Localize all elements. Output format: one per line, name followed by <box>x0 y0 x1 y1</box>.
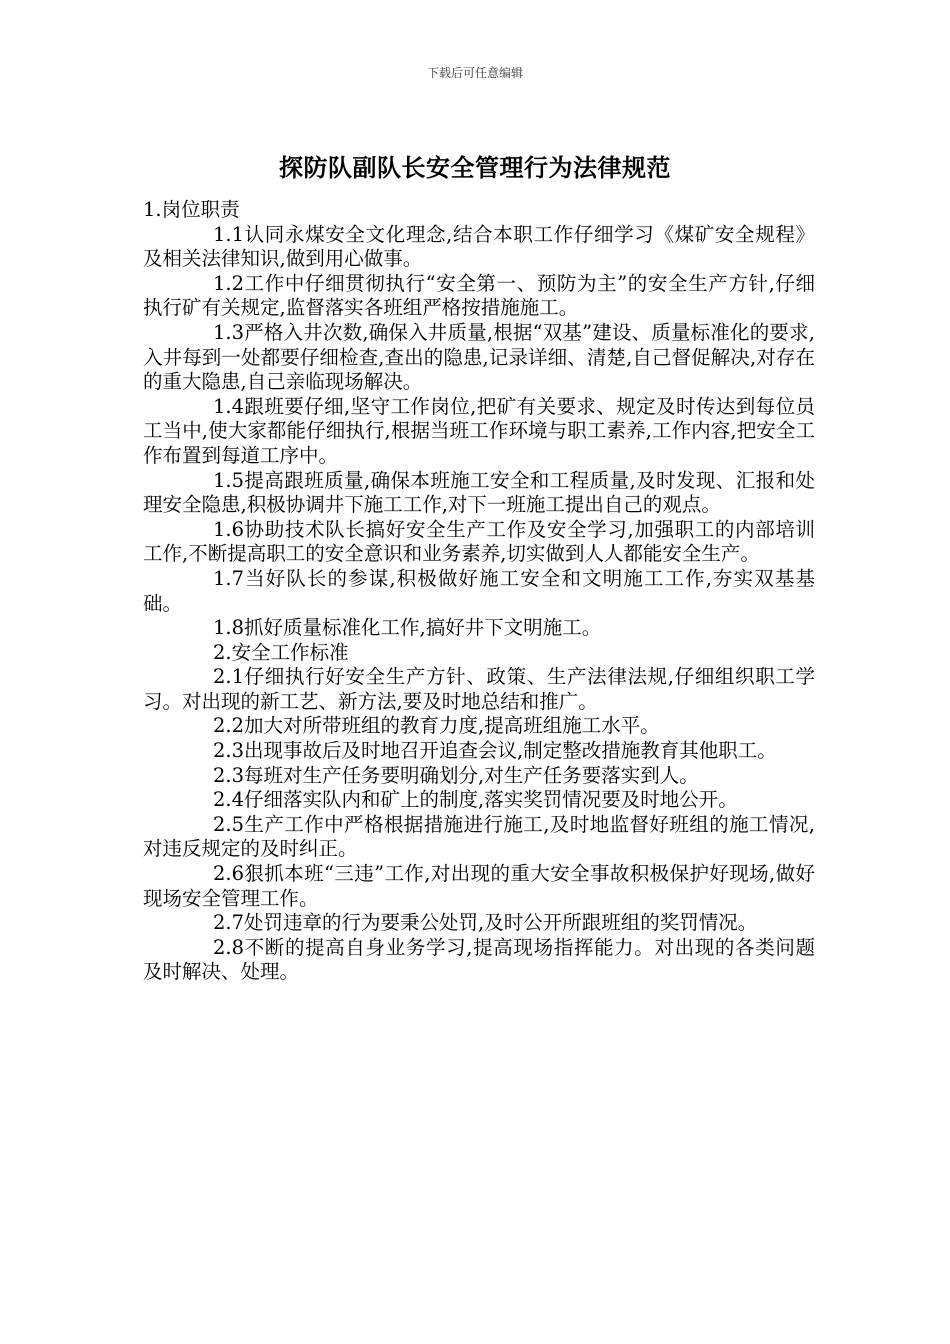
paragraph-1-8: 1.8抓好质量标准化工作,搞好井下文明施工。 <box>213 616 602 640</box>
paragraph-2-5: 2.5生产工作中严格根据措施进行施工,及时地监督好班组的施工情况,对违反规定的及时纠正。 <box>143 812 815 861</box>
paragraph-2-1: 2.1仔细执行好安全生产方针、政策、生产法律法规,仔细组织职工学习。对出现的新工艺、新方法,要及时地总结和推广。 <box>143 665 815 713</box>
paragraph-2-7: 2.7处罚违章的行为要秉公处罚,及时公开所跟班组的奖罚情况。 <box>213 911 758 935</box>
paragraph-1-2: 1.2工作中仔细贯彻执行“安全第一、预防为主”的安全生产方针,仔细执行矿有关规定,监督落实各班组严格按措施施工。 <box>143 271 815 320</box>
paragraph-1-4: 1.4跟班要仔细,坚守工作岗位,把矿有关要求、规定及时传达到每位员工当中,使大家都能仔细执行,根据当班工作环境与职工素养,工作内容,把安全工作布置到每道工序中。 <box>143 394 815 467</box>
document-body <box>143 198 815 985</box>
paragraph-2-6: 2.6狠抓本班“三违”工作,对出现的重大安全事故积极保护好现场,做好现场安全管理工作。 <box>143 862 815 910</box>
section-heading-duties: 1.岗位职责 <box>143 198 240 221</box>
paragraph-2-3b: 2.3每班对生产任务要明确划分,对生产任务要落实到人。 <box>213 763 699 787</box>
paragraph-1-7: 1.7当好队长的参谋,积极做好施工安全和文明施工工作,夯实双基基础。 <box>143 566 815 615</box>
page-header-note: 下载后可任意编辑 <box>426 66 523 80</box>
paragraph-1-5: 1.5提高跟班质量,确保本班施工安全和工程质量,及时发现、汇报和处理安全隐患,积极协调井下施工工作,对下一班施工提出自己的观点。 <box>143 468 815 517</box>
paragraph-2-2: 2.2加大对所带班组的教育力度,提高班组施工水平。 <box>213 714 660 738</box>
paragraph-2-3a: 2.3出现事故后及时地召开追查会议,制定整改措施教育其他职工。 <box>213 739 777 763</box>
paragraph-2-4: 2.4仔细落实队内和矿上的制度,落实奖罚情况要及时地公开。 <box>213 788 738 812</box>
paragraph-1-3: 1.3严格入井次数,确保入井质量,根据“双基”建设、质量标准化的要求,入井每到一处都要仔细检查,查出的隐患,记录详细、清楚,自己督促解决,对存在的重大隐患,自己亲临现场解决。 <box>143 320 815 394</box>
paragraph-1-6: 1.6协助技术队长搞好安全生产工作及安全学习,加强职工的内部培训工作,不断提高职工的安全意识和业务素养,切实做到人人都能安全生产。 <box>143 517 815 566</box>
paragraph-2-8: 2.8不断的提高自身业务学习,提高现场指挥能力。对出现的各类问题及时解决、处理。 <box>143 935 815 984</box>
section-heading-safety-standards: 2.安全工作标准 <box>213 640 349 664</box>
paragraph-1-1: 1.1认同永煤安全文化理念,结合本职工作仔细学习《煤矿安全规程》及相关法律知识,做到用心做事。 <box>143 222 815 271</box>
page-title: 探防队副队长安全管理行为法律规范 <box>279 154 671 182</box>
